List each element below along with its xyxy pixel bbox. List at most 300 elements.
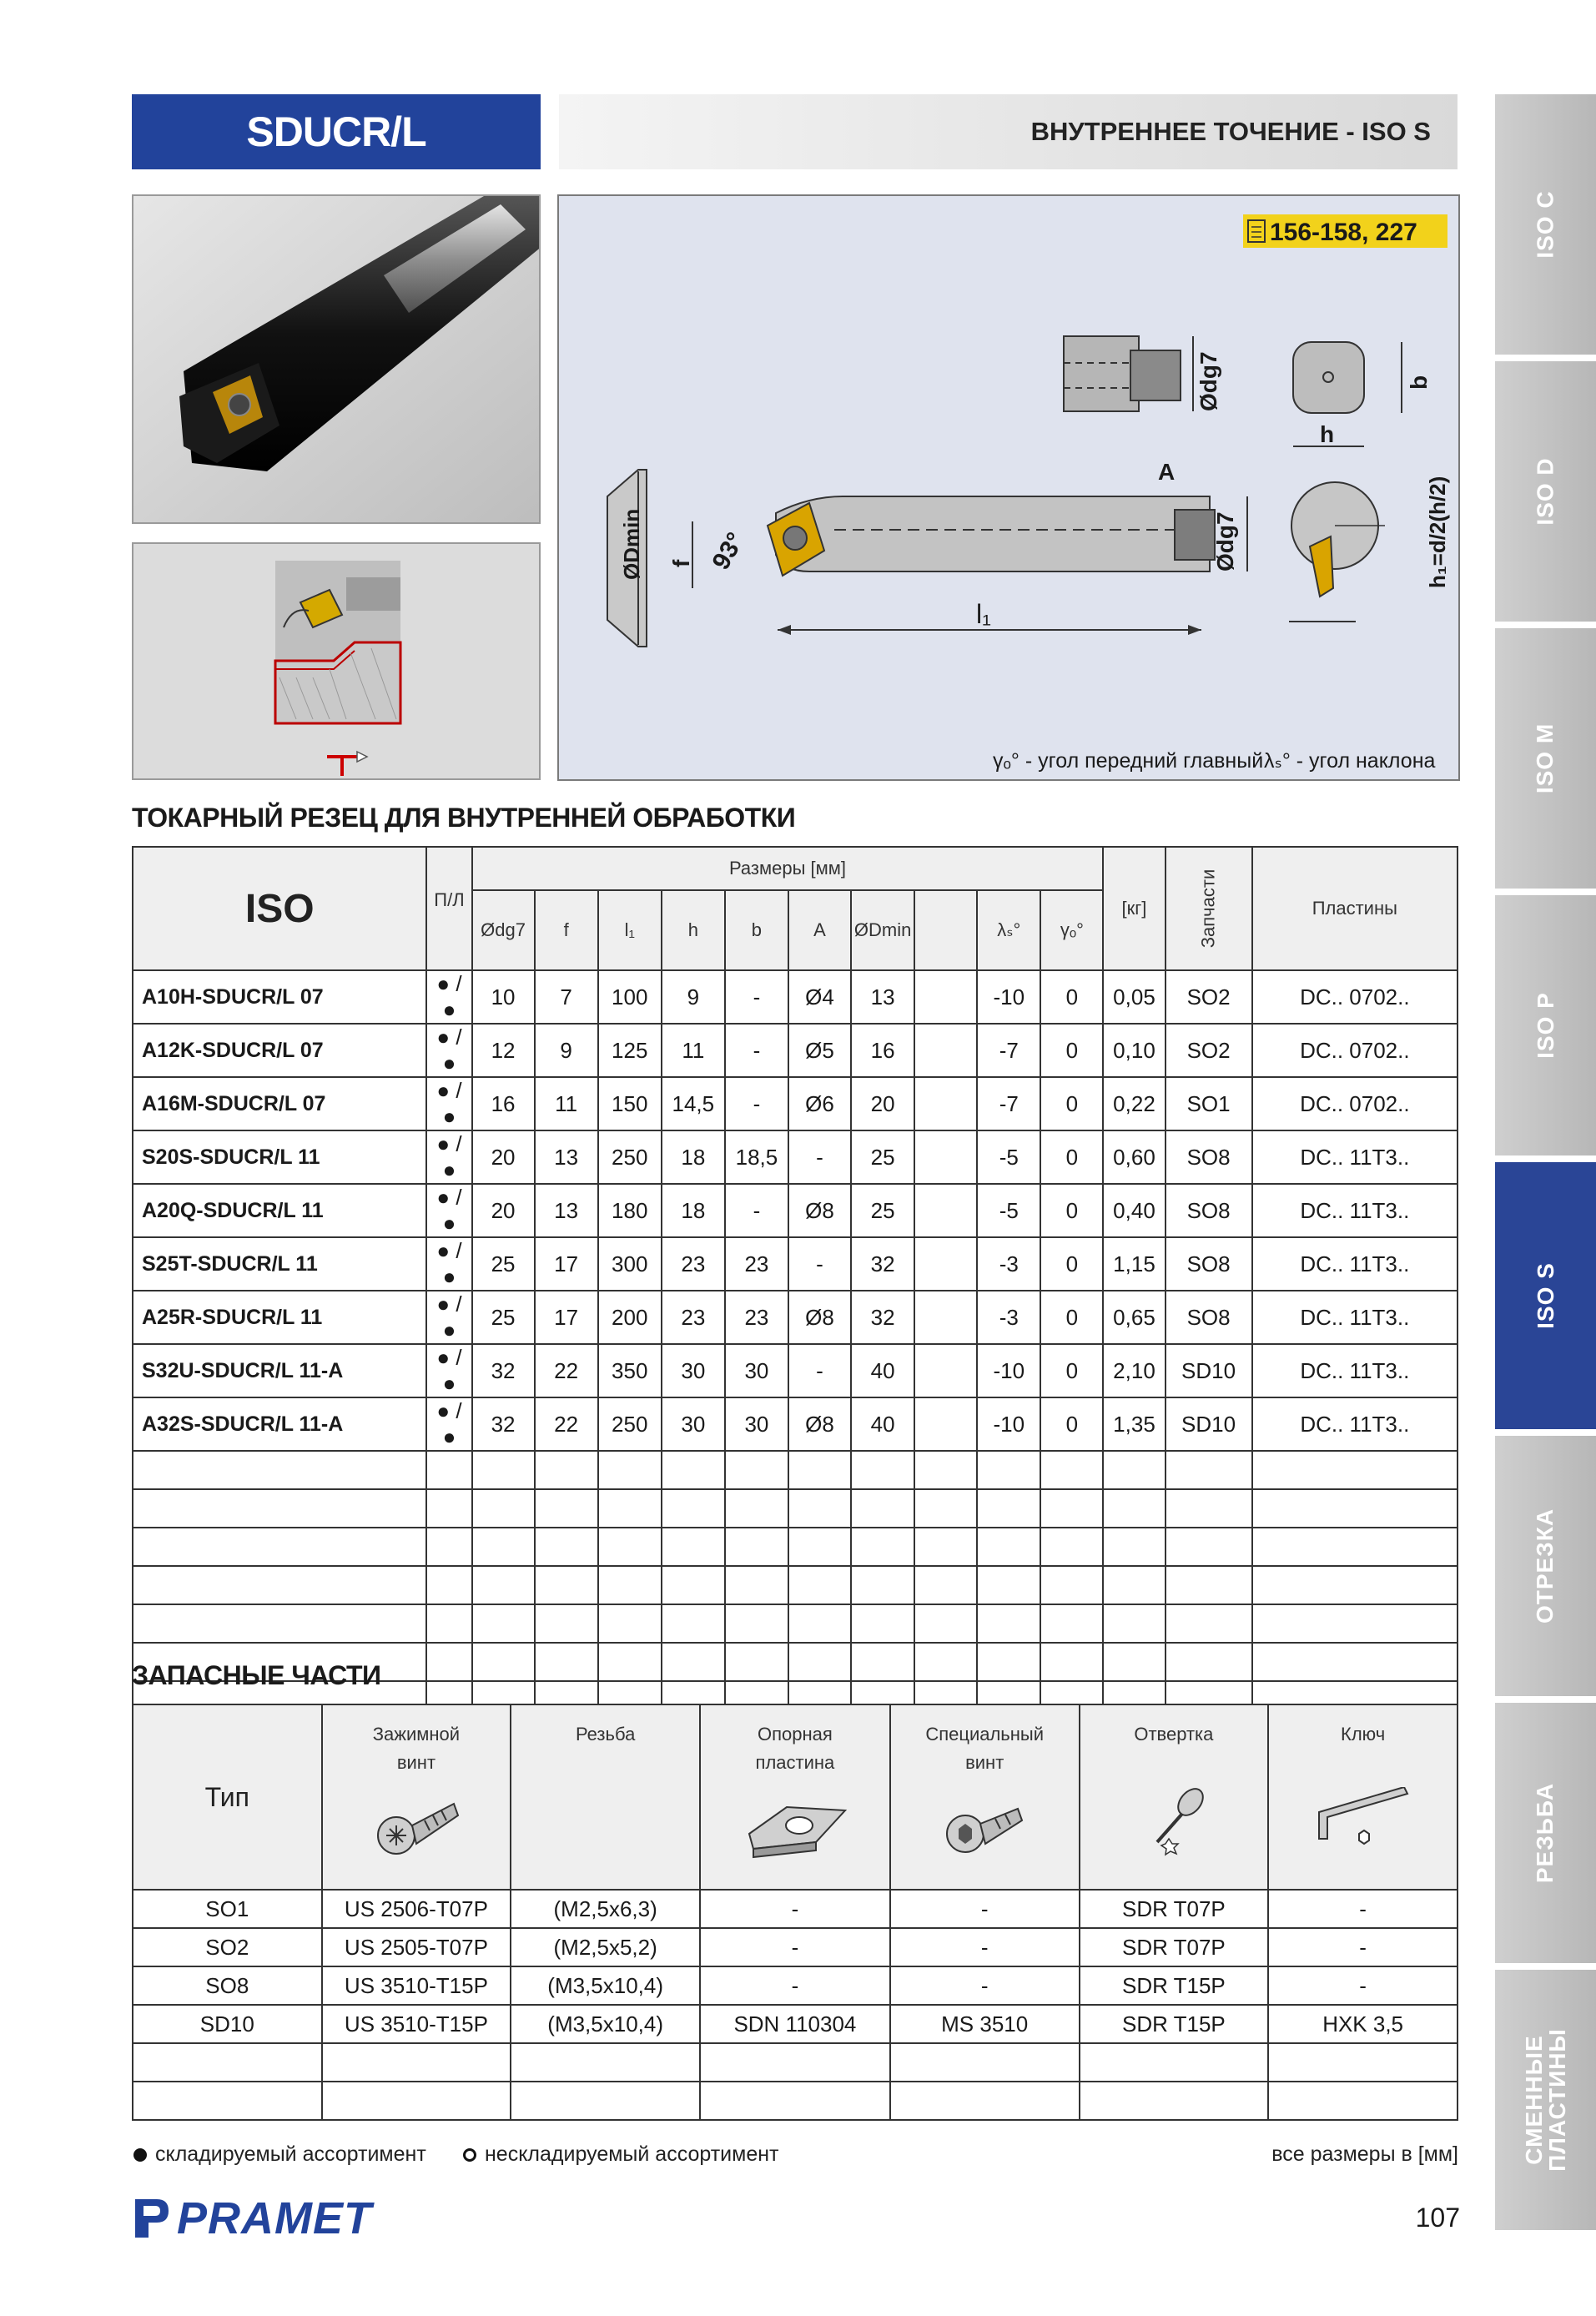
table-row xyxy=(133,970,1458,1024)
empty-cell xyxy=(725,1489,788,1528)
cell-gamma: 0 xyxy=(1040,1291,1103,1344)
cell-b: 30 xyxy=(725,1397,788,1451)
cell-b: - xyxy=(725,1184,788,1237)
cell-dg7: 20 xyxy=(472,1184,535,1237)
spare-cell-special: - xyxy=(890,1890,1080,1928)
empty-cell xyxy=(851,1643,914,1681)
cell-dg7: 16 xyxy=(472,1077,535,1130)
cell-dg7: 20 xyxy=(472,1130,535,1184)
spare-cell-key: HXK 3,5 xyxy=(1268,2005,1458,2043)
cell-gamma: 0 xyxy=(1040,1237,1103,1291)
clamp-screw-header-line2: винт xyxy=(396,1752,436,1773)
units-note xyxy=(1271,2142,1458,2167)
cell-A: - xyxy=(788,1130,851,1184)
empty-cell xyxy=(1166,1451,1252,1489)
spare-cell-type: SO8 xyxy=(133,1966,322,2005)
cell-dmin: 32 xyxy=(851,1291,914,1344)
table-row xyxy=(133,1237,1458,1291)
empty-cell xyxy=(133,2082,322,2120)
cell-b: 18,5 xyxy=(725,1130,788,1184)
empty-cell xyxy=(725,1451,788,1489)
cell-A: Ø6 xyxy=(788,1077,851,1130)
empty-cell xyxy=(598,1489,662,1528)
spare-cell-screwdriver: SDR T15P xyxy=(1080,2005,1269,2043)
spare-row xyxy=(133,1966,1458,2005)
pl-header: П/Л xyxy=(426,847,471,970)
cell-f: 22 xyxy=(535,1344,598,1397)
cell-f: 17 xyxy=(535,1237,598,1291)
empty-cell xyxy=(851,1451,914,1489)
table-row xyxy=(133,1184,1458,1237)
legend-not-stocked xyxy=(463,2142,779,2167)
f-header: f xyxy=(535,890,598,970)
empty-cell xyxy=(1252,1643,1458,1681)
spare-cell-support: - xyxy=(700,1966,890,2005)
spare-cell-thread: (M3,5x10,4) xyxy=(511,1966,700,2005)
cell-lambda: -3 xyxy=(977,1291,1040,1344)
empty-cell xyxy=(133,1489,426,1528)
cell-A: Ø8 xyxy=(788,1291,851,1344)
tab-cutoff-label: ОТРЕЗКА xyxy=(1532,1508,1558,1624)
empty-spare-row xyxy=(133,2082,1458,2120)
spare-cell-clamp: US 3510-T15P xyxy=(322,1966,511,2005)
screwdriver-icon xyxy=(1132,1784,1216,1859)
cell-A: Ø8 xyxy=(788,1397,851,1451)
cell-iso: A25R-SDUCR/L 11 xyxy=(133,1291,426,1344)
pramet-logo xyxy=(132,2193,372,2244)
spare-row xyxy=(133,1890,1458,1928)
special-screw-header-line1: Специальный xyxy=(925,1724,1045,1745)
blank-header xyxy=(914,890,977,970)
tab-iso-m[interactable] xyxy=(1495,628,1596,889)
spare-section-title: ЗАПАСНЫЕ ЧАСТИ xyxy=(132,1660,381,1690)
empty-cell xyxy=(1103,1528,1165,1566)
cell-blank xyxy=(914,970,977,1024)
dmin-header: ØDmin xyxy=(851,890,914,970)
spare-cell-special: - xyxy=(890,1928,1080,1966)
empty-cell xyxy=(788,1566,851,1604)
empty-cell xyxy=(322,2082,511,2120)
cell-spare: SO2 xyxy=(1166,970,1252,1024)
dg7-top-label: Ødg7 xyxy=(1196,351,1221,411)
table-row xyxy=(133,1024,1458,1077)
cell-inserts: DC.. 0702.. xyxy=(1252,970,1458,1024)
empty-cell xyxy=(890,2082,1080,2120)
cell-blank xyxy=(914,1291,977,1344)
key-header-line1: Ключ xyxy=(1341,1724,1386,1745)
empty-row xyxy=(133,1489,1458,1528)
empty-cell xyxy=(788,1451,851,1489)
empty-cell xyxy=(977,1604,1040,1643)
tab-iso-s[interactable] xyxy=(1495,1162,1596,1429)
support-plate-icon xyxy=(737,1792,853,1859)
cell-gamma: 0 xyxy=(1040,970,1103,1024)
spare-cell-clamp: US 2506-T07P xyxy=(322,1890,511,1928)
h-label: h xyxy=(1320,421,1335,447)
page-title: SDUCR/L xyxy=(132,94,541,169)
cell-pl: ● / ● xyxy=(426,970,471,1024)
empty-cell xyxy=(426,1566,471,1604)
page-ref-text: 156-158, 227 xyxy=(1270,219,1417,246)
empty-cell xyxy=(1103,1451,1165,1489)
cell-inserts: DC.. 0702.. xyxy=(1252,1024,1458,1077)
kg-header: [кг] xyxy=(1103,847,1165,970)
cell-gamma: 0 xyxy=(1040,1024,1103,1077)
cell-A: - xyxy=(788,1237,851,1291)
tab-threading-label: РЕЗЬБА xyxy=(1532,1782,1558,1884)
gamma-header: γₒ° xyxy=(1040,890,1103,970)
empty-cell xyxy=(472,1643,535,1681)
cell-kg: 2,10 xyxy=(1103,1344,1165,1397)
cell-A: Ø4 xyxy=(788,970,851,1024)
empty-cell xyxy=(1040,1643,1103,1681)
cell-dmin: 13 xyxy=(851,970,914,1024)
table-row xyxy=(133,1344,1458,1397)
cell-dmin: 16 xyxy=(851,1024,914,1077)
cell-inserts: DC.. 11T3.. xyxy=(1252,1237,1458,1291)
cell-lambda: -10 xyxy=(977,1397,1040,1451)
cell-dmin: 25 xyxy=(851,1184,914,1237)
empty-cell xyxy=(535,1489,598,1528)
empty-cell xyxy=(598,1451,662,1489)
empty-cell xyxy=(1040,1451,1103,1489)
key-header xyxy=(1268,1704,1458,1890)
empty-cell xyxy=(1252,1528,1458,1566)
cell-inserts: DC.. 0702.. xyxy=(1252,1077,1458,1130)
cell-lambda: -5 xyxy=(977,1130,1040,1184)
cell-b: - xyxy=(725,1024,788,1077)
cell-iso: A10H-SDUCR/L 07 xyxy=(133,970,426,1024)
empty-cell xyxy=(1166,1604,1252,1643)
empty-cell xyxy=(535,1604,598,1643)
spare-cell-screwdriver: SDR T07P xyxy=(1080,1890,1269,1928)
cell-lambda: -3 xyxy=(977,1237,1040,1291)
filled-dot-icon xyxy=(133,2148,147,2162)
spare-cell-thread: (M3,5x10,4) xyxy=(511,2005,700,2043)
cell-iso: A16M-SDUCR/L 07 xyxy=(133,1077,426,1130)
iso-header: ISO xyxy=(133,847,426,970)
cell-kg: 1,35 xyxy=(1103,1397,1165,1451)
cell-pl: ● / ● xyxy=(426,1130,471,1184)
tab-iso-c-label: ISO C xyxy=(1532,190,1558,259)
h-header: h xyxy=(662,890,725,970)
empty-cell xyxy=(426,1643,471,1681)
cell-l1: 250 xyxy=(598,1130,662,1184)
tab-inserts[interactable] xyxy=(1495,1970,1596,2230)
cell-f: 17 xyxy=(535,1291,598,1344)
cell-blank xyxy=(914,1397,977,1451)
tool-photo-image xyxy=(133,196,541,524)
empty-cell xyxy=(700,2082,890,2120)
tab-inserts-label: СМЕННЫЕ ПЛАСТИНЫ xyxy=(1520,2028,1570,2172)
empty-cell xyxy=(662,1489,725,1528)
cell-b: 23 xyxy=(725,1237,788,1291)
table-row xyxy=(133,1397,1458,1451)
empty-cell xyxy=(322,2043,511,2082)
empty-cell xyxy=(662,1643,725,1681)
tab-iso-d-label: ISO D xyxy=(1532,457,1558,526)
empty-cell xyxy=(133,2043,322,2082)
empty-cell xyxy=(511,2082,700,2120)
operation-sketch-image xyxy=(133,544,541,780)
cell-dmin: 25 xyxy=(851,1130,914,1184)
gamma-legend: γₒ° - угол передний главный xyxy=(993,749,1264,773)
empty-cell xyxy=(700,2043,890,2082)
empty-cell xyxy=(977,1528,1040,1566)
cell-h: 23 xyxy=(662,1237,725,1291)
cell-kg: 0,40 xyxy=(1103,1184,1165,1237)
spare-cell-type: SD10 xyxy=(133,2005,322,2043)
tab-threading[interactable] xyxy=(1495,1703,1596,1963)
cell-lambda: -7 xyxy=(977,1077,1040,1130)
empty-cell xyxy=(1080,2082,1269,2120)
tab-cutoff[interactable] xyxy=(1495,1436,1596,1696)
cell-gamma: 0 xyxy=(1040,1344,1103,1397)
empty-spare-row xyxy=(133,2043,1458,2082)
cell-b: - xyxy=(725,1077,788,1130)
empty-cell xyxy=(1103,1566,1165,1604)
lambda-header: λₛ° xyxy=(977,890,1040,970)
tools-table xyxy=(132,846,1458,1759)
lambda-legend: λₛ° - угол наклона xyxy=(1264,749,1436,773)
cell-spare: SO8 xyxy=(1166,1237,1252,1291)
spare-cell-thread: (M2,5x6,3) xyxy=(511,1890,700,1928)
cell-dmin: 32 xyxy=(851,1237,914,1291)
cell-pl: ● / ● xyxy=(426,1344,471,1397)
empty-row xyxy=(133,1528,1458,1566)
cell-l1: 100 xyxy=(598,970,662,1024)
empty-cell xyxy=(426,1489,471,1528)
cell-inserts: DC.. 11T3.. xyxy=(1252,1184,1458,1237)
empty-cell xyxy=(1166,1489,1252,1528)
empty-cell xyxy=(1166,1528,1252,1566)
units-note-text: все размеры в [мм] xyxy=(1271,2142,1458,2166)
cell-b: - xyxy=(725,970,788,1024)
cell-pl: ● / ● xyxy=(426,1397,471,1451)
cell-iso: S20S-SDUCR/L 11 xyxy=(133,1130,426,1184)
cell-l1: 180 xyxy=(598,1184,662,1237)
empty-cell xyxy=(1252,1451,1458,1489)
cell-pl: ● / ● xyxy=(426,1024,471,1077)
cell-kg: 0,10 xyxy=(1103,1024,1165,1077)
clamp-screw-header-line1: Зажимной xyxy=(372,1724,461,1745)
empty-cell xyxy=(725,1528,788,1566)
empty-cell xyxy=(1040,1604,1103,1643)
cell-h: 18 xyxy=(662,1184,725,1237)
cell-blank xyxy=(914,1130,977,1184)
empty-cell xyxy=(472,1489,535,1528)
empty-cell xyxy=(851,1489,914,1528)
empty-cell xyxy=(851,1528,914,1566)
empty-cell xyxy=(1103,1604,1165,1643)
empty-cell xyxy=(598,1604,662,1643)
empty-cell xyxy=(977,1451,1040,1489)
empty-cell xyxy=(1040,1528,1103,1566)
spare-row xyxy=(133,2005,1458,2043)
empty-cell xyxy=(662,1604,725,1643)
special-screw-icon xyxy=(939,1792,1030,1859)
legend-not-stocked-text: нескладируемый ассортимент xyxy=(485,2142,779,2166)
cell-spare: SO8 xyxy=(1166,1291,1252,1344)
empty-cell xyxy=(1252,1566,1458,1604)
technical-drawing xyxy=(557,194,1460,781)
cell-iso: S32U-SDUCR/L 11-A xyxy=(133,1344,426,1397)
spare-cell-special: MS 3510 xyxy=(890,2005,1080,2043)
cell-l1: 200 xyxy=(598,1291,662,1344)
cell-kg: 0,05 xyxy=(1103,970,1165,1024)
spare-cell-screwdriver: SDR T15P xyxy=(1080,1966,1269,2005)
cell-A: Ø5 xyxy=(788,1024,851,1077)
cell-inserts: DC.. 11T3.. xyxy=(1252,1291,1458,1344)
cell-spare: SD10 xyxy=(1166,1344,1252,1397)
empty-cell xyxy=(725,1643,788,1681)
spare-table-body xyxy=(133,1890,1458,2120)
clamp-screw-icon xyxy=(366,1792,466,1859)
b-header: b xyxy=(725,890,788,970)
empty-cell xyxy=(1268,2082,1458,2120)
tab-iso-d[interactable] xyxy=(1495,361,1596,622)
dg7-header: Ødg7 xyxy=(472,890,535,970)
empty-cell xyxy=(914,1451,977,1489)
cell-f: 13 xyxy=(535,1130,598,1184)
technical-drawing-image xyxy=(559,196,1462,783)
cell-l1: 350 xyxy=(598,1344,662,1397)
page-number: 107 xyxy=(1415,2203,1460,2233)
cell-kg: 1,15 xyxy=(1103,1237,1165,1291)
cell-f: 7 xyxy=(535,970,598,1024)
empty-cell xyxy=(725,1604,788,1643)
page-subtitle: ВНУТРЕННЕЕ ТОЧЕНИЕ - ISO S xyxy=(559,94,1458,169)
cell-lambda: -7 xyxy=(977,1024,1040,1077)
empty-cell xyxy=(851,1566,914,1604)
empty-row xyxy=(133,1604,1458,1643)
open-dot-icon xyxy=(463,2148,476,2162)
spare-cell-support: SDN 110304 xyxy=(700,2005,890,2043)
cell-A: Ø8 xyxy=(788,1184,851,1237)
cell-spare: SO2 xyxy=(1166,1024,1252,1077)
empty-cell xyxy=(890,2043,1080,2082)
screwdriver-header-line1: Отвертка xyxy=(1134,1724,1214,1745)
empty-cell xyxy=(788,1528,851,1566)
inserts-header: Пластины xyxy=(1252,847,1458,970)
a-label: A xyxy=(1158,459,1176,485)
support-plate-header xyxy=(700,1704,890,1890)
special-screw-header xyxy=(890,1704,1080,1890)
empty-cell xyxy=(133,1451,426,1489)
main-section-title: ТОКАРНЫЙ РЕЗЕЦ ДЛЯ ВНУТРЕННЕЙ ОБРАБОТКИ xyxy=(132,803,796,833)
cell-f: 22 xyxy=(535,1397,598,1451)
empty-cell xyxy=(1103,1643,1165,1681)
tab-iso-s-label: ISO S xyxy=(1532,1262,1558,1329)
cell-h: 11 xyxy=(662,1024,725,1077)
empty-cell xyxy=(662,1566,725,1604)
cell-h: 30 xyxy=(662,1344,725,1397)
screwdriver-header xyxy=(1080,1704,1269,1890)
spare-cell-key: - xyxy=(1268,1890,1458,1928)
spare-table xyxy=(132,1704,1458,2121)
empty-cell xyxy=(511,2043,700,2082)
cell-inserts: DC.. 11T3.. xyxy=(1252,1344,1458,1397)
cell-dmin: 20 xyxy=(851,1077,914,1130)
cell-lambda: -10 xyxy=(977,1344,1040,1397)
cell-lambda: -5 xyxy=(977,1184,1040,1237)
tab-iso-p[interactable] xyxy=(1495,895,1596,1155)
cell-dg7: 32 xyxy=(472,1344,535,1397)
product-photo xyxy=(132,194,541,524)
tab-iso-p-label: ISO P xyxy=(1532,992,1558,1059)
cell-iso: A32S-SDUCR/L 11-A xyxy=(133,1397,426,1451)
table-row xyxy=(133,1291,1458,1344)
cell-dg7: 12 xyxy=(472,1024,535,1077)
spare-cell-special: - xyxy=(890,1966,1080,2005)
cell-kg: 0,60 xyxy=(1103,1130,1165,1184)
empty-cell xyxy=(1252,1489,1458,1528)
cell-pl: ● / ● xyxy=(426,1291,471,1344)
empty-cell xyxy=(977,1489,1040,1528)
support-plate-header-line1: Опорная xyxy=(758,1724,833,1745)
empty-cell xyxy=(1268,2043,1458,2082)
spare-header-text: Запчасти xyxy=(1197,868,1219,949)
cell-blank xyxy=(914,1024,977,1077)
cell-iso: A20Q-SDUCR/L 11 xyxy=(133,1184,426,1237)
spare-cell-type: SO1 xyxy=(133,1890,322,1928)
cell-A: - xyxy=(788,1344,851,1397)
cell-h: 9 xyxy=(662,970,725,1024)
spare-cell-key: - xyxy=(1268,1928,1458,1966)
special-screw-header-line2: винт xyxy=(965,1752,1004,1773)
tools-table-body xyxy=(133,970,1458,1758)
cell-h: 23 xyxy=(662,1291,725,1344)
cell-dg7: 32 xyxy=(472,1397,535,1451)
cell-b: 30 xyxy=(725,1344,788,1397)
cell-dg7: 25 xyxy=(472,1237,535,1291)
cell-iso: S25T-SDUCR/L 11 xyxy=(133,1237,426,1291)
screwdriver-header-spacer xyxy=(1080,1749,1268,1777)
cell-dmin: 40 xyxy=(851,1397,914,1451)
cell-spare: SD10 xyxy=(1166,1397,1252,1451)
empty-cell xyxy=(472,1604,535,1643)
cell-l1: 300 xyxy=(598,1237,662,1291)
tab-iso-c[interactable] xyxy=(1495,94,1596,355)
table-row xyxy=(133,1130,1458,1184)
cell-dg7: 25 xyxy=(472,1291,535,1344)
cell-l1: 250 xyxy=(598,1397,662,1451)
cell-lambda: -10 xyxy=(977,970,1040,1024)
empty-cell xyxy=(1080,2043,1269,2082)
cell-l1: 125 xyxy=(598,1024,662,1077)
spare-cell-screwdriver: SDR T07P xyxy=(1080,1928,1269,1966)
cell-blank xyxy=(914,1237,977,1291)
cell-f: 9 xyxy=(535,1024,598,1077)
spare-cell-type: SO2 xyxy=(133,1928,322,1966)
empty-cell xyxy=(133,1566,426,1604)
cell-b: 23 xyxy=(725,1291,788,1344)
empty-cell xyxy=(1103,1489,1165,1528)
empty-cell xyxy=(1040,1566,1103,1604)
spare-cell-key: - xyxy=(1268,1966,1458,2005)
empty-cell xyxy=(133,1604,426,1643)
empty-cell xyxy=(472,1451,535,1489)
pramet-logo-text: PRAMET xyxy=(177,2193,372,2243)
cell-spare: SO8 xyxy=(1166,1184,1252,1237)
dg7-mid-label: Ødg7 xyxy=(1212,511,1238,571)
empty-cell xyxy=(977,1566,1040,1604)
empty-cell xyxy=(914,1643,977,1681)
a-header: A xyxy=(788,890,851,970)
support-plate-header-line2: пластина xyxy=(755,1752,835,1773)
cell-pl: ● / ● xyxy=(426,1184,471,1237)
cell-f: 13 xyxy=(535,1184,598,1237)
